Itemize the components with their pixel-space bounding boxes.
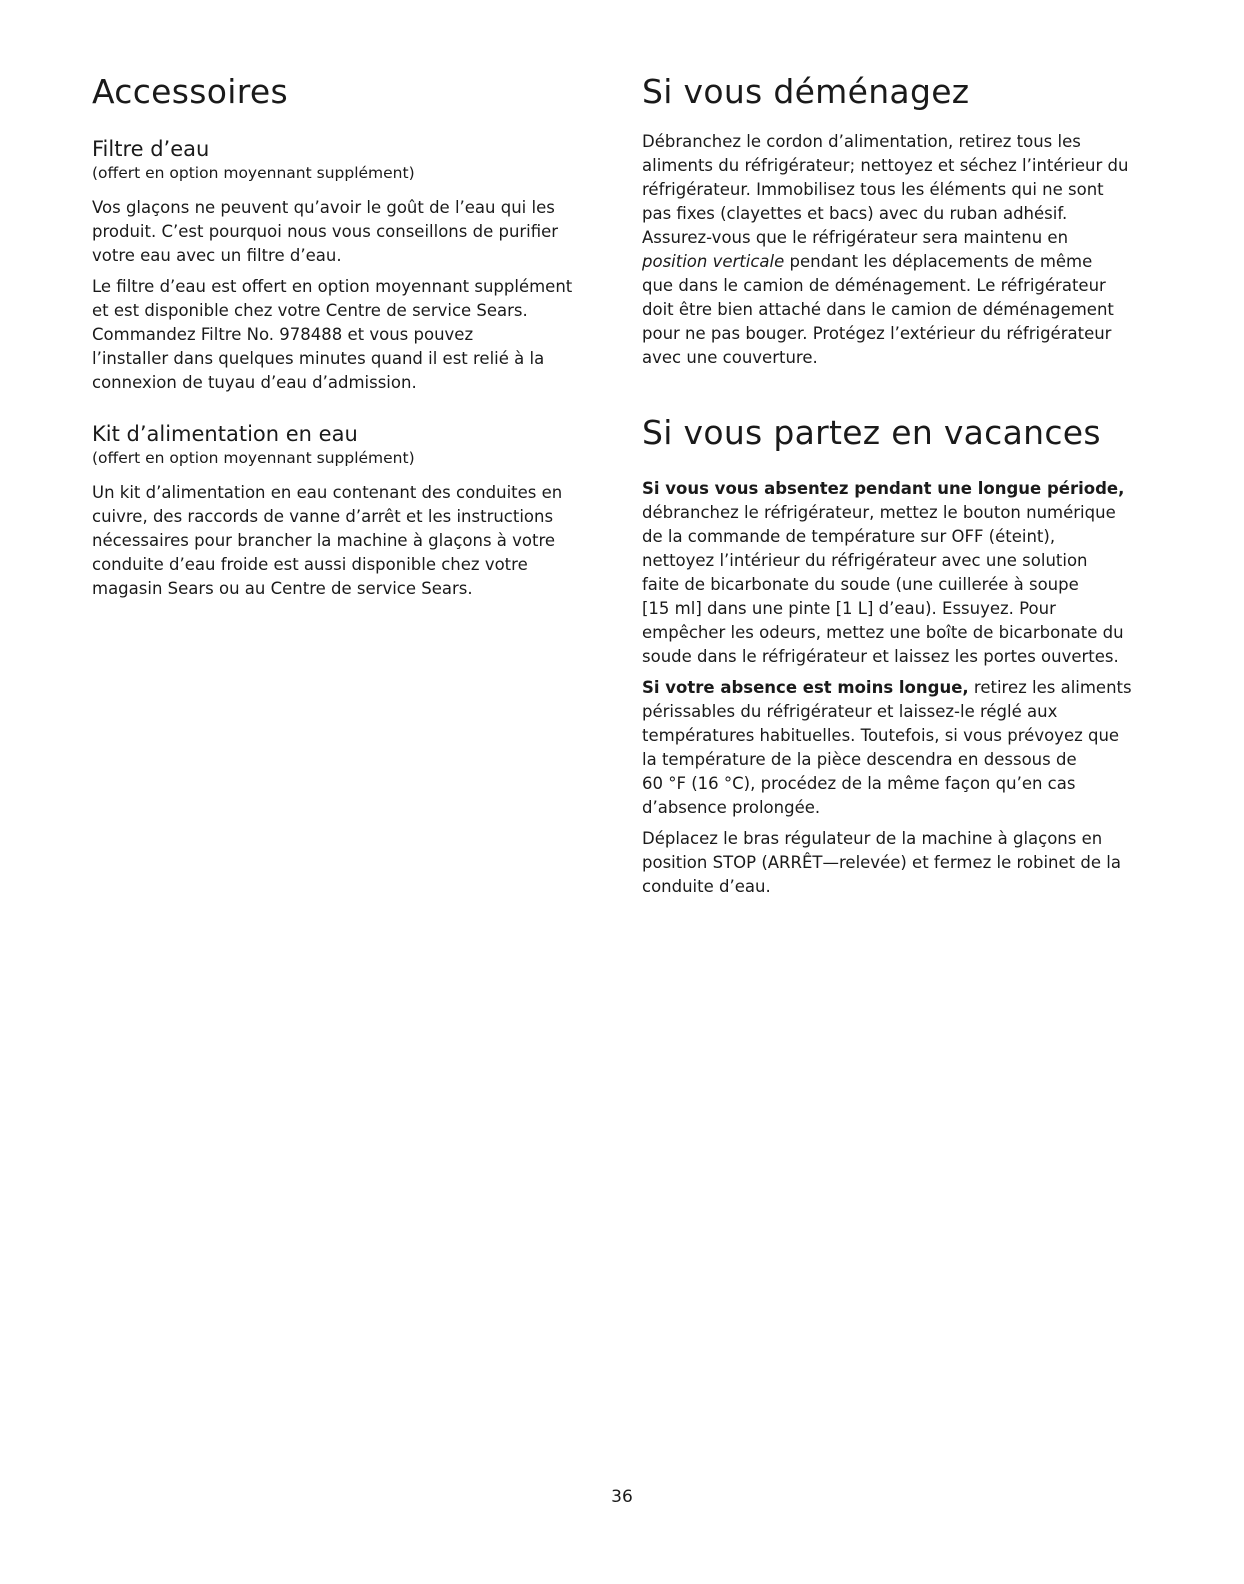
text-line: magasin Sears ou au Centre de service Sears. bbox=[92, 579, 473, 598]
text-line: Commandez Filtre No. 978488 et vous pouvez bbox=[92, 325, 474, 344]
filtre-paragraph-2 bbox=[92, 275, 592, 395]
text-line: débranchez le réfrigérateur, mettez le bouton numérique bbox=[642, 503, 1116, 522]
bold-lead: Si votre absence est moins longue, bbox=[642, 678, 969, 697]
text-line: aliments du réfrigérateur; nettoyez et séchez l’intérieur du bbox=[642, 156, 1129, 175]
text-line: conduite d’eau. bbox=[642, 877, 771, 896]
text-line: de la commande de température sur OFF (éteint), bbox=[642, 527, 1056, 546]
text-line: l’installer dans quelques minutes quand il est relié à la bbox=[92, 349, 545, 368]
filtre-paragraph-1 bbox=[92, 196, 592, 268]
text-line: que dans le camion de déménagement. Le réfrigérateur bbox=[642, 276, 1106, 295]
text-fragment: retirez les aliments bbox=[968, 678, 1132, 697]
filtre-note: (offert en option moyennant supplément) bbox=[92, 164, 415, 182]
demenagez-paragraph bbox=[642, 130, 1147, 370]
text-line: Le filtre d’eau est offert en option moyennant supplément bbox=[92, 277, 573, 296]
kit-title: Kit d’alimentation en eau bbox=[92, 422, 358, 446]
filtre-title: Filtre d’eau bbox=[92, 137, 210, 161]
text-line: la température de la pièce descendra en dessous de bbox=[642, 750, 1077, 769]
text-line: conduite d’eau froide est aussi disponible chez votre bbox=[92, 555, 528, 574]
accessoires-title: Accessoires bbox=[92, 72, 288, 111]
text-line: connexion de tuyau d’eau d’admission. bbox=[92, 373, 417, 392]
text-line: Un kit d’alimentation en eau contenant des conduites en bbox=[92, 483, 563, 502]
text-line: cuivre, des raccords de vanne d’arrêt et les instructions bbox=[92, 507, 554, 526]
text-line: doit être bien attaché dans le camion de déménagement bbox=[642, 300, 1114, 319]
bold-lead: Si vous vous absentez pendant une longue période, bbox=[642, 479, 1125, 498]
demenagez-title: Si vous déménagez bbox=[642, 72, 970, 111]
text-line bbox=[642, 676, 1147, 700]
text-line: Déplacez le bras régulateur de la machine à glaçons en bbox=[642, 829, 1103, 848]
text-line: pas fixes (clayettes et bacs) avec du ruban adhésif. bbox=[642, 204, 1068, 223]
text-line: produit. C’est pourquoi nous vous conseillons de purifier bbox=[92, 222, 559, 241]
text-line: températures habituelles. Toutefois, si vous prévoyez que bbox=[642, 726, 1120, 745]
vacances-title: Si vous partez en vacances bbox=[642, 413, 1101, 452]
page-number: 36 bbox=[611, 1487, 633, 1507]
text-line: avec une couverture. bbox=[642, 348, 818, 367]
text-line: Vos glaçons ne peuvent qu’avoir le goût de l’eau qui les bbox=[92, 198, 555, 217]
text-line: périssables du réfrigérateur et laissez-le réglé aux bbox=[642, 702, 1058, 721]
text-line: et est disponible chez votre Centre de service Sears. bbox=[92, 301, 528, 320]
kit-paragraph bbox=[92, 481, 592, 601]
text-line: soude dans le réfrigérateur et laissez les portes ouvertes. bbox=[642, 647, 1119, 666]
text-line: Débranchez le cordon d’alimentation, retirez tous les bbox=[642, 132, 1081, 151]
italic-phrase: position verticale bbox=[642, 252, 785, 271]
vacances-paragraph-3 bbox=[642, 827, 1147, 899]
text-line: nécessaires pour brancher la machine à glaçons à votre bbox=[92, 531, 556, 550]
kit-note: (offert en option moyennant supplément) bbox=[92, 449, 415, 467]
text-line: 60 °F (16 °C), procédez de la même façon qu’en cas bbox=[642, 774, 1076, 793]
text-line: position STOP (ARRÊT—relevée) et fermez le robinet de la bbox=[642, 853, 1121, 872]
text-line: [15 ml] dans une pinte [1 L] d’eau). Essuyez. Pour bbox=[642, 599, 1056, 618]
vacances-paragraph-1 bbox=[642, 477, 1147, 669]
text-line: réfrigérateur. Immobilisez tous les éléments qui ne sont bbox=[642, 180, 1104, 199]
text-line: empêcher les odeurs, mettez une boîte de bicarbonate du bbox=[642, 623, 1124, 642]
text-line bbox=[642, 250, 1147, 274]
text-line: faite de bicarbonate du soude (une cuillerée à soupe bbox=[642, 575, 1079, 594]
text-line: Assurez-vous que le réfrigérateur sera maintenu en bbox=[642, 228, 1069, 247]
vacances-paragraph-2 bbox=[642, 676, 1147, 820]
text-line: pour ne pas bouger. Protégez l’extérieur du réfrigérateur bbox=[642, 324, 1112, 343]
text-fragment: pendant les déplacements de même bbox=[784, 252, 1093, 271]
text-line: nettoyez l’intérieur du réfrigérateur avec une solution bbox=[642, 551, 1088, 570]
text-line: votre eau avec un filtre d’eau. bbox=[92, 246, 342, 265]
text-line: d’absence prolongée. bbox=[642, 798, 821, 817]
